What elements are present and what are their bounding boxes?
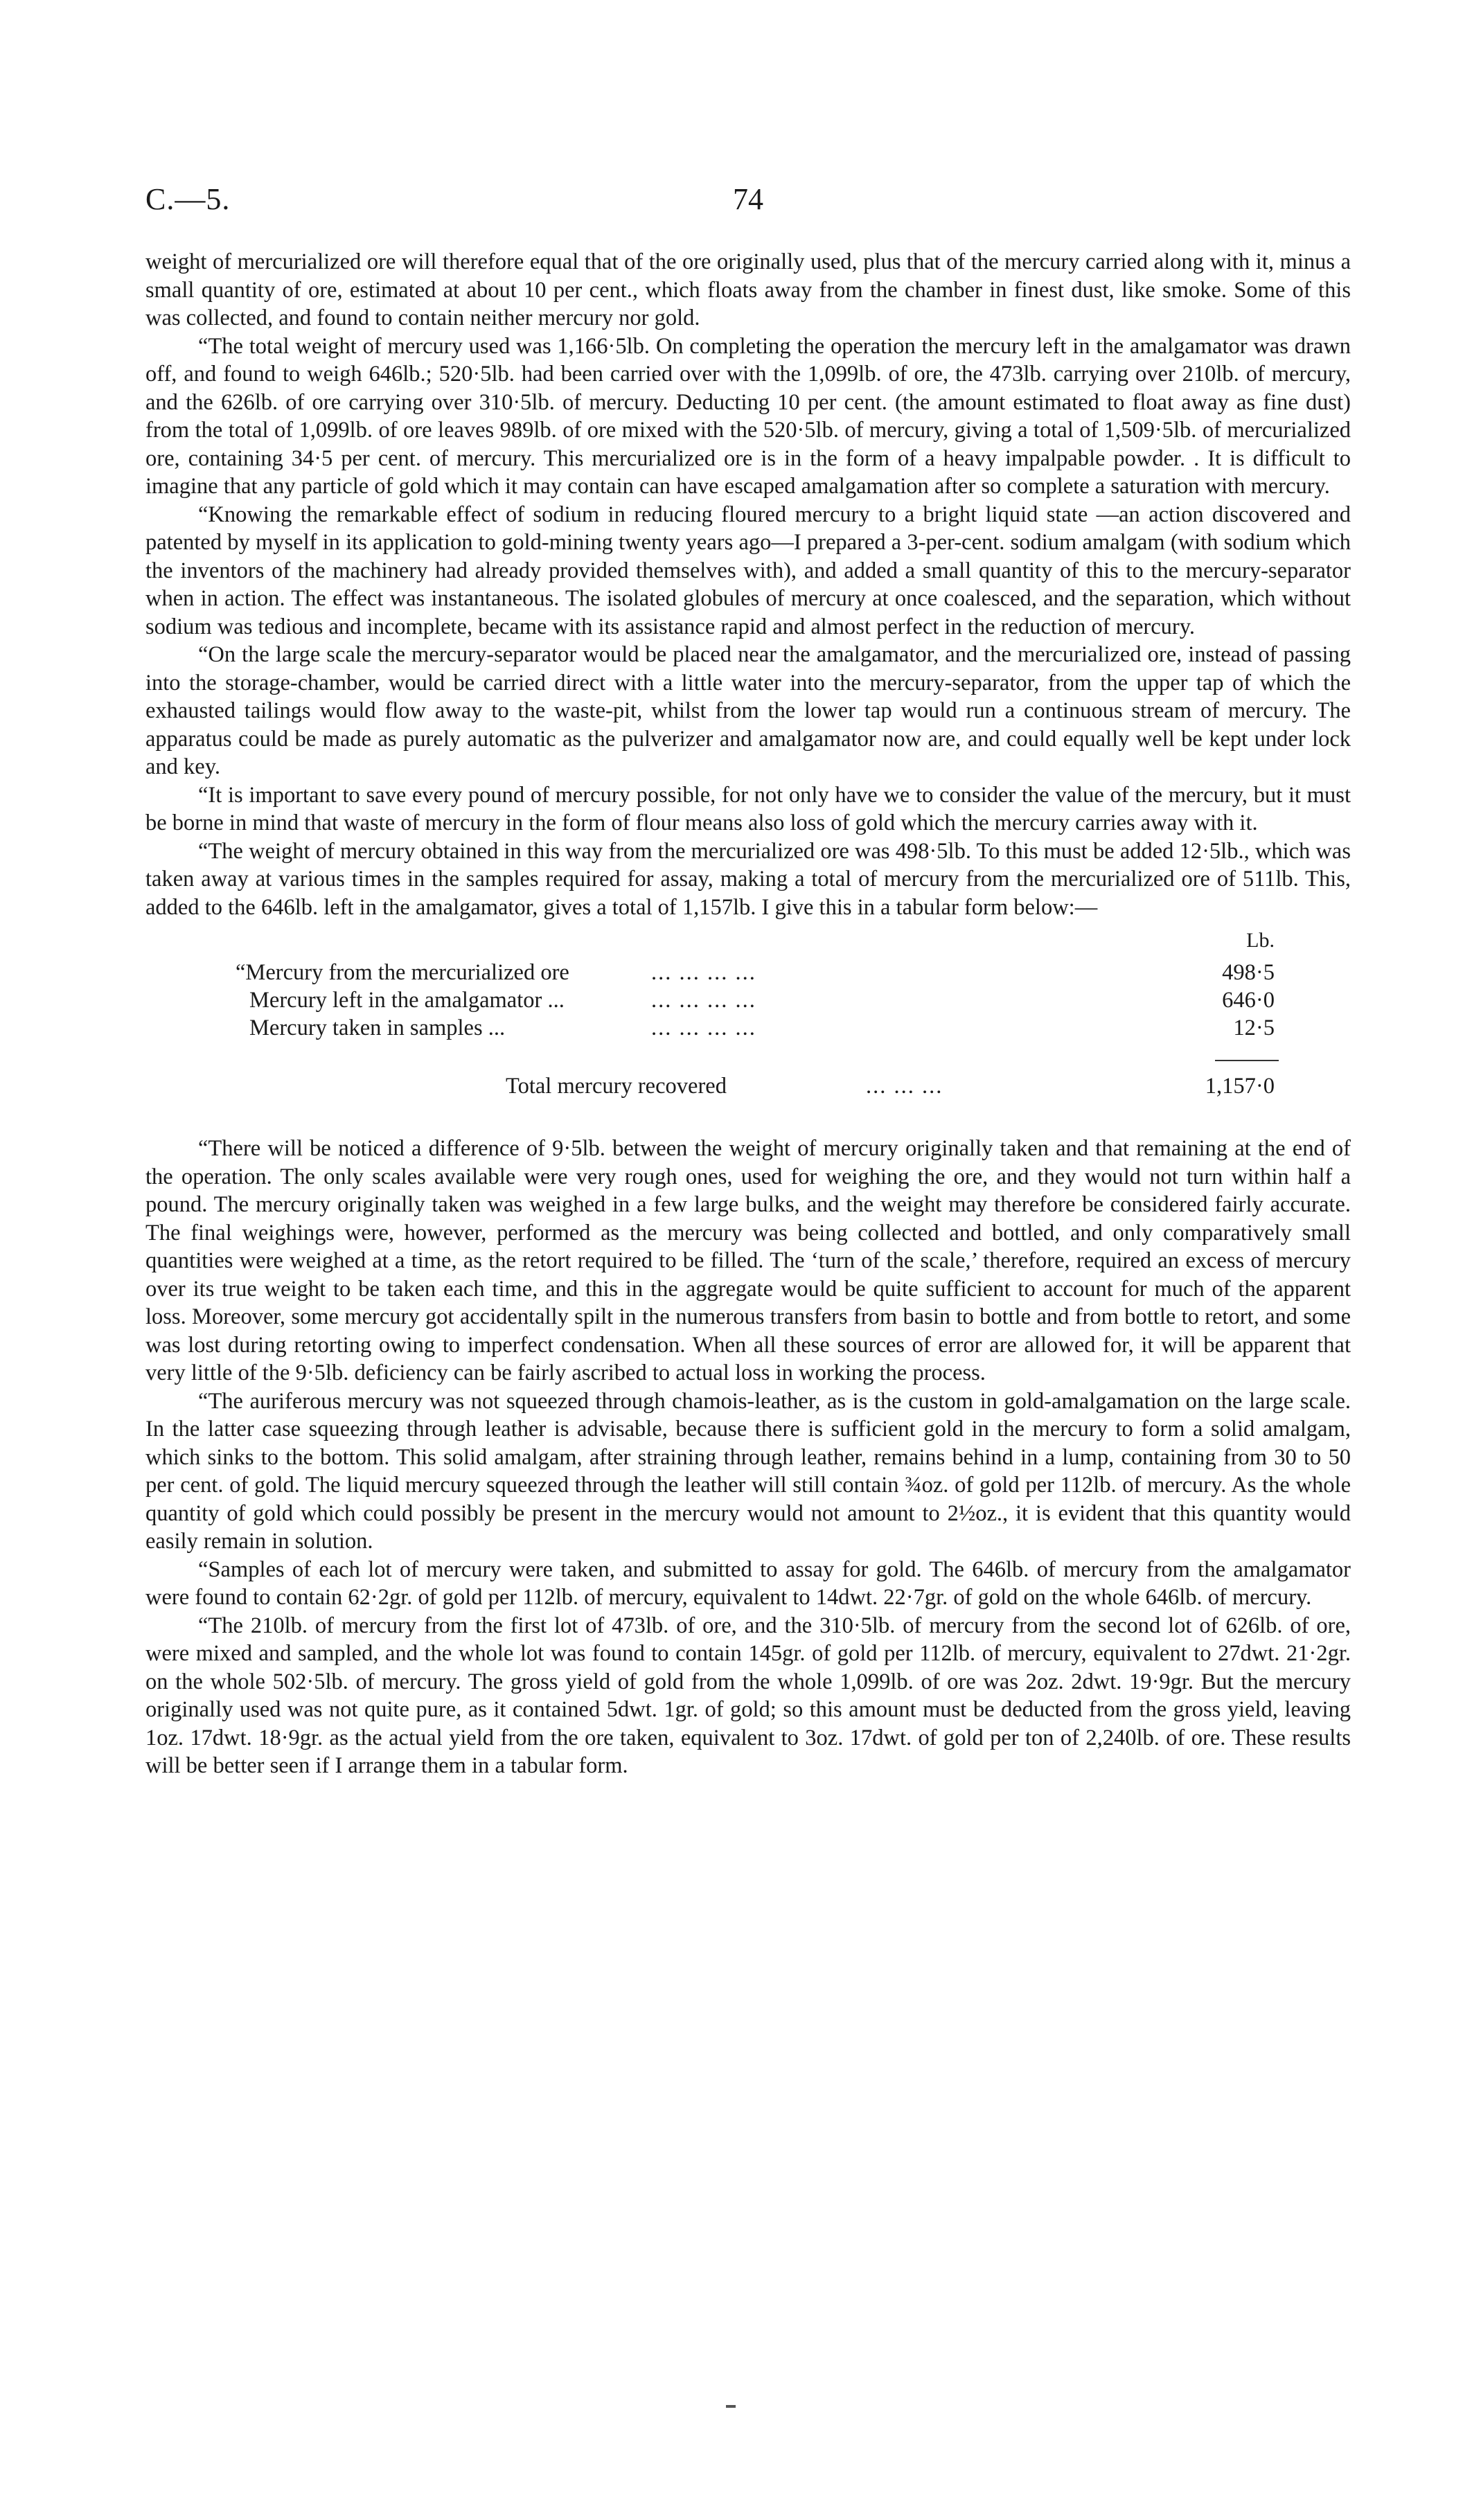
page-end-mark xyxy=(726,2405,736,2408)
mercury-table xyxy=(145,927,1351,1125)
row-label: Mercury taken in samples ... xyxy=(249,1015,506,1040)
row-value: 646·0 xyxy=(1222,988,1275,1013)
table-row xyxy=(236,959,1275,986)
paragraph: “It is important to save every pound of mercury possible, for not only have we to consider the value of the mercury, but it must be borne in mind that waste of mercury in the form of flour means also loss of gold which the mercury carries away with it. xyxy=(145,782,1351,835)
row-value: 12·5 xyxy=(1233,1015,1275,1040)
table-sum-rule xyxy=(1215,1060,1279,1061)
total-value: 1,157·0 xyxy=(1205,1074,1275,1099)
row-leader: ... ... ... ... xyxy=(651,1015,756,1040)
page-header xyxy=(145,181,1351,223)
table-unit-header: Lb. xyxy=(1246,929,1275,952)
table-row xyxy=(236,986,1275,1014)
page-number: 74 xyxy=(733,182,763,216)
paragraph: “On the large scale the mercury-separator would be placed near the amalgamator, and the mercurialized ore, instead of passing into the storage-chamber, would be carried direct with a little water into the mercury-separator, from the upper tap of which the exhausted tailings would flow away to the waste-pit, whilst from the lower tap would run a continuous stream of mercury. The apparatus could be made as purely automatic as the pulverizer and amalgamator now are, and could equally well be kept under lock and key. xyxy=(145,642,1351,779)
table-row xyxy=(236,1014,1275,1042)
row-label: Mercury left in the amalgamator ... xyxy=(249,988,565,1013)
table-total-row xyxy=(506,1072,1275,1100)
row-leader: ... ... ... ... xyxy=(651,988,756,1013)
total-leader: ... ... ... xyxy=(866,1074,943,1099)
paper-reference: C.—5. xyxy=(145,182,231,216)
paragraph: “There will be noticed a difference of 9·5lb. between the weight of mercury originally taken and that remaining at the end of the operation. The only scales available were very rough ones, used for weighing the ore, and they would not turn within half a pound. The mercury originally taken was weighed in a few large bulks, and the weight may therefore be considered fairly accurate. The final weighings were, however, performed as the mercury was being collected and bottled, and only comparatively small quantities were weighed at a time, as the retort required to be filled. The ‘turn of the scale,’ therefore, required an excess of mercury over its true weight to be taken each time, and this in the aggregate would be quite sufficient to account for much of the apparent loss. Moreover, some mercury got accidentally spilt in the numerous transfers from basin to bottle and from bottle to retort, and some was lost during retorting owing to imperfect condensation. When all these sources of error are allowed for, it will be apparent that very little of the 9·5lb. deficiency can be fairly ascribed to actual loss in working the process. xyxy=(145,1136,1351,1385)
paragraph: “The weight of mercury obtained in this way from the mercurialized ore was 498·5lb. To this must be added 12·5lb., which was taken away at various times in the samples required for assay, making a total of mercury from the mercurialized ore of 511lb. This, added to the 646lb. left in the amalgamator, gives a total of 1,157lb. I give this in a tabular form below:— xyxy=(145,838,1351,920)
paragraph: “The auriferous mercury was not squeezed through chamois-leather, as is the custom in gold-amalgamation on the large scale. In the latter case squeezing through leather is advisable, because there is sufficient gold in the mercury to form a solid amalgam, which sinks to the bottom. This solid amalgam, after straining through leather, remains behind in a lump, containing from 30 to 50 per cent. of gold. The liquid mercury squeezed through the leather will still contain ¾oz. of gold per 112lb. of mercury. As the whole quantity of gold which could possibly be present in the mercury would not amount to 2½oz., it is evident that this quantity would easily remain in solution. xyxy=(145,1388,1351,1554)
paragraph: weight of mercurialized ore will therefore equal that of the ore originally used, plus that of the mercury carried along with it, minus a small quantity of ore, estimated at about 10 per cent., which floats away from the chamber in finest dust, like smoke. Some of this was collected, and found to contain neither mercury nor gold. xyxy=(145,249,1351,330)
body-text xyxy=(145,248,1351,1780)
paragraph: “The 210lb. of mercury from the first lot of 473lb. of ore, and the 310·5lb. of mercury from the second lot of 626lb. of ore, were mixed and sampled, and the whole lot was found to contain 145gr. of gold per 112lb. of mercury, equivalent to 27dwt. 21·2gr. on the whole 502·5lb. of mercury. The gross yield of gold from the whole 1,099lb. of ore was 2oz. 2dwt. 19·9gr. But the mercury originally used was not quite pure, as it contained 5dwt. 1gr. of gold; so this amount must be deducted from the gross yield, leaving 1oz. 17dwt. 18·9gr. as the actual yield from the ore taken, equivalent to 3oz. 17dwt. of gold per ton of 2,240lb. of ore. These results will be better seen if I arrange them in a tabular form. xyxy=(145,1613,1351,1778)
total-label: Total mercury recovered xyxy=(506,1074,727,1099)
paragraph: “Samples of each lot of mercury were taken, and submitted to assay for gold. The 646lb. of mercury from the amalgamator were found to contain 62·2gr. of gold per 112lb. of mercury, equivalent to 14dwt. 22·7gr. of gold on the whole 646lb. of mercury. xyxy=(145,1556,1351,1610)
row-leader: ... ... ... ... xyxy=(651,960,756,985)
paragraph: “Knowing the remarkable effect of sodium in reducing floured mercury to a bright liquid state —an action discovered and patented by myself in its application to gold-mining twenty years ago—I prepared a 3-per-cent. sodium amalgam (with sodium which the inventors of the machinery had already provided themselves with), and added a small quantity of this to the mercury-separator when in action. The effect was instantaneous. The isolated globules of mercury at once coalesced, and the separation, which without sodium was tedious and incomplete, became with its assistance rapid and almost perfect in the reduction of mercury. xyxy=(145,502,1351,639)
row-label: “Mercury from the mercurialized ore xyxy=(236,960,569,985)
row-value: 498·5 xyxy=(1222,960,1275,985)
paragraph: “The total weight of mercury used was 1,166·5lb. On completing the operation the mercury left in the amalgamator was drawn off, and found to weigh 646lb.; 520·5lb. had been carried over with the 1,099lb. of ore, the 473lb. carrying over 210lb. of mercury, and the 626lb. of ore carrying over 310·5lb. of mercury. Deducting 10 per cent. (the amount estimated to float away as fine dust) from the total of 1,099lb. of ore leaves 989lb. of ore mixed with the 520·5lb. of mercury, giving a total of 1,509·5lb. of mercurialized ore, containing 34·5 per cent. of mercury. This mercurialized ore is in the form of a heavy impalpable powder. . It is difficult to imagine that any particle of gold which it may contain can have escaped amalgamation after so complete a saturation with mercury. xyxy=(145,333,1351,499)
